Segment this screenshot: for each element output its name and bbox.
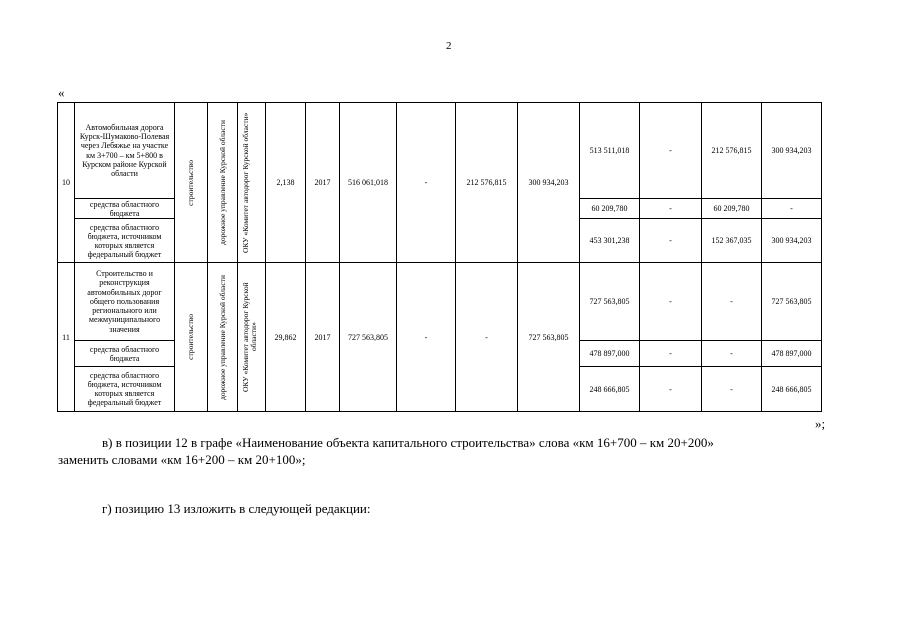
capacity: 2,138 — [266, 103, 306, 263]
capital-construction-table — [57, 102, 822, 412]
row-number: 11 — [58, 263, 75, 412]
sub-value-1: 727 563,805 — [580, 263, 640, 341]
manager-cell — [208, 103, 238, 263]
construction-type-cell — [175, 103, 208, 263]
sub-value-4: 248 666,805 — [762, 367, 822, 412]
cost-col3: 212 576,815 — [456, 103, 518, 263]
sub-value-4: - — [762, 199, 822, 219]
sub-value-2: - — [640, 367, 702, 412]
sub-value-3: 60 209,780 — [702, 199, 762, 219]
total-cost: 727 563,805 — [340, 263, 397, 412]
total-cost: 516 061,018 — [340, 103, 397, 263]
manager: дорожное управление Курской области — [217, 120, 227, 245]
table-row — [58, 103, 822, 199]
year: 2017 — [306, 103, 340, 263]
customer: ОКУ «Комитет автодорог Курской области» — [240, 112, 250, 253]
row-number: 10 — [58, 103, 75, 263]
amendment-g: г) позицию 13 изложить в следующей редакции: — [102, 501, 371, 516]
sub-value-2: - — [640, 103, 702, 199]
sub-value-4: 727 563,805 — [762, 263, 822, 341]
sub-value-4: 478 897,000 — [762, 341, 822, 367]
table-row — [58, 263, 822, 341]
sub-value-3: 152 367,035 — [702, 219, 762, 263]
sub-value-3: - — [702, 263, 762, 341]
sub-value-1: 60 209,780 — [580, 199, 640, 219]
sub-value-1: 248 666,805 — [580, 367, 640, 412]
closing-quote-mark: »; — [815, 416, 826, 431]
page-number: 2 — [446, 40, 452, 52]
sub-value-2: - — [640, 341, 702, 367]
cost-col2: - — [397, 263, 456, 412]
sub-value-4: 300 934,203 — [762, 103, 822, 199]
sub-value-2: - — [640, 263, 702, 341]
sub-value-3: - — [702, 367, 762, 412]
manager-cell — [208, 263, 238, 412]
object-name: Автомобильная дорога Курск-Шумаково-Полевая через Лебяжье на участке км 3+700 – км 5+800 в Курском районе Курской области — [75, 103, 175, 199]
funding-label: средства областного бюджета, источником которых является федеральный бюджет — [75, 367, 175, 412]
funding-label: средства областного бюджета — [75, 341, 175, 367]
sub-value-2: - — [640, 199, 702, 219]
cost-col3: - — [456, 263, 518, 412]
opening-quote-mark: « — [58, 85, 65, 100]
sub-value-1: 478 897,000 — [580, 341, 640, 367]
sub-value-4: 300 934,203 — [762, 219, 822, 263]
sub-value-2: - — [640, 219, 702, 263]
sub-value-1: 513 511,018 — [580, 103, 640, 199]
funding-label: средства областного бюджета — [75, 199, 175, 219]
manager: дорожное управление Курской области — [217, 274, 227, 400]
amendment-v-line1: в) в позиции 12 в графе «Наименование объекта капитального строительства» слова «км 16+700 – км 20+200» — [102, 435, 714, 450]
customer-cell — [238, 103, 266, 263]
year: 2017 — [306, 263, 340, 412]
customer: ОКУ «Комитет автодорог Курской области» — [240, 282, 258, 392]
construction-type: строительство — [186, 159, 195, 206]
capacity: 29,862 — [266, 263, 306, 412]
cost-col4: 300 934,203 — [518, 103, 580, 263]
sub-value-3: 212 576,815 — [702, 103, 762, 199]
construction-type-cell — [175, 263, 208, 412]
amendment-v-line2: заменить словами «км 16+200 – км 20+100»; — [58, 452, 306, 467]
sub-value-3: - — [702, 341, 762, 367]
funding-label: средства областного бюджета, источником которых является федеральный бюджет — [75, 219, 175, 263]
object-name: Строительство и реконструкция автомобильных дорог общего пользования регионального или межмуниципального значения — [75, 263, 175, 341]
cost-col4: 727 563,805 — [518, 263, 580, 412]
cost-col2: - — [397, 103, 456, 263]
customer-cell — [238, 263, 266, 412]
construction-type: строительство — [186, 314, 195, 360]
sub-value-1: 453 301,238 — [580, 219, 640, 263]
